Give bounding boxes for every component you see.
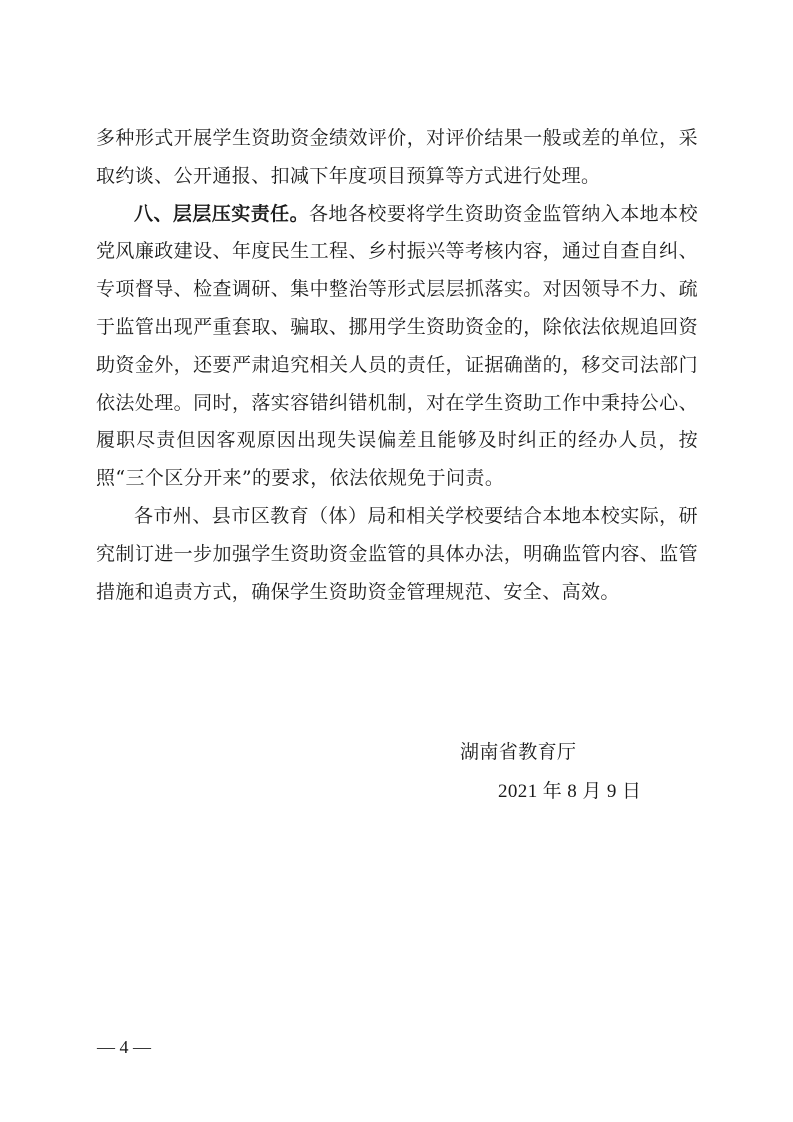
paragraph-continuation: 多种形式开展学生资助资金绩效评价，对评价结果一般或差的单位，采取约谈、公开通报、扣减下年度项目预算等方式进行处理。 — [96, 127, 698, 187]
section-body-text: 各地各校要将学生资助资金监管纳入本地本校党风廉政建设、年度民生工程、乡村振兴等考核内容，通过自查自纠、专项督导、检查调研、集中整治等形式层层抓落实。对因领导不力、疏于监管出现严重套取、骗取、挪用学生资助资金的，除依法依规追回资助资金外，还要严肃追究相关人员的责任，证据确凿的，移交司法部门依法处理。同时，落实容错纠错机制，对在学生资助工作中秉持公心、履职尽责但因客观原因出现失误偏差且能够及时纠正的经办人员，按照“三个区分开来”的要求，依法依规免于问责。 — [96, 202, 698, 490]
paragraph-section-eight — [96, 196, 698, 498]
issue-date: 2021 年 8 月 9 日 — [498, 781, 642, 802]
page-number: — 4 — — [97, 1037, 151, 1057]
paragraph-closing: 各市州、县市区教育（体）局和相关学校要结合本地本校实际，研究制订进一步加强学生资助资金监管的具体办法，明确监管内容、监管措施和追责方式，确保学生资助资金管理规范、安全、高效。 — [96, 504, 698, 603]
document-body — [96, 120, 698, 611]
section-heading: 八、层层压实责任。 — [134, 202, 310, 225]
issuing-authority: 湖南省教育厅 — [460, 741, 577, 763]
